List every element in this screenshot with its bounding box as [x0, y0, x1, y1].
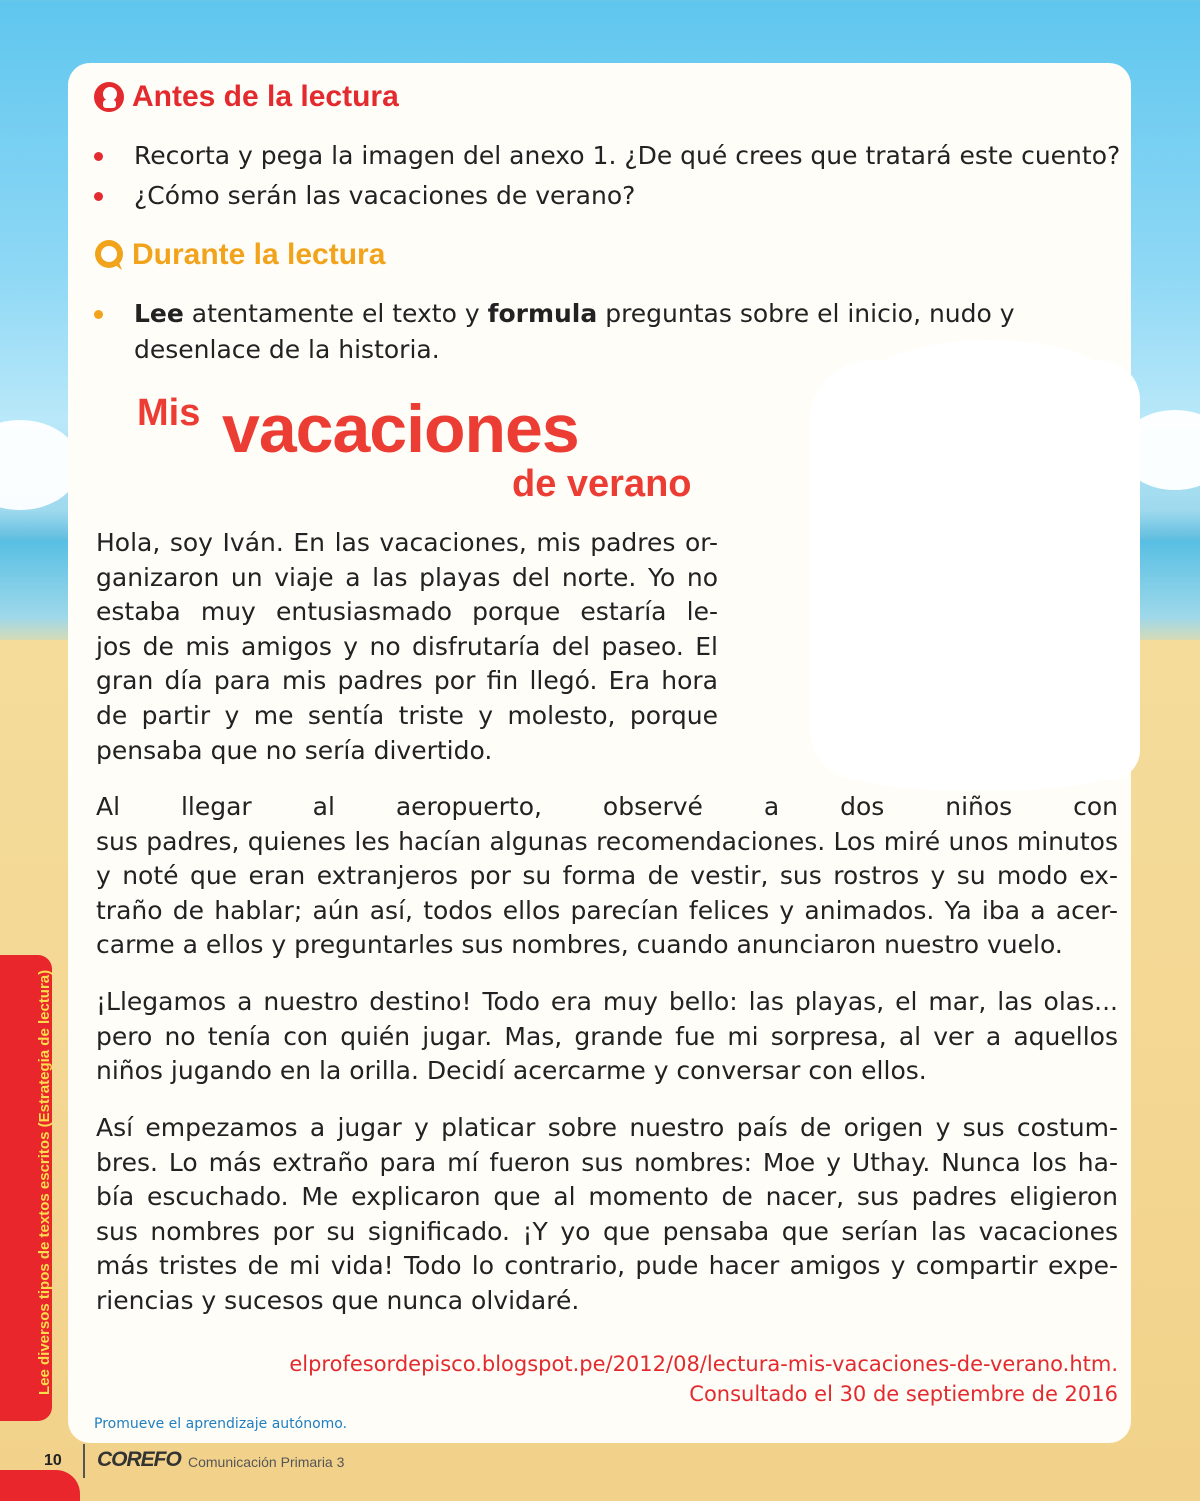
speech-bubble-icon: [92, 238, 126, 272]
story-line: sus padres, quienes les hacían algunas recomendaciones. Los miré unos minutos: [96, 826, 1118, 856]
story-line: carme a ellos y preguntarles sus nombres, cuando anunciaron nuestro vuelo.: [96, 930, 1063, 960]
story-line: ¡Llegamos a nuestro destino! Todo era muy bello: las playas, el mar, las olas...: [96, 987, 1118, 1016]
story-paragraph-3: [96, 985, 1118, 1089]
course-name: Comunicación Primaria 3: [188, 1454, 345, 1470]
image-placeholder-cloud-top: [870, 340, 1110, 420]
during-reading-heading: Durante la lectura: [92, 238, 385, 272]
story-line: Hola, soy Iván. En las vacaciones, mis padres or-: [96, 528, 718, 557]
image-placeholder-cloud: [810, 360, 1140, 780]
story-paragraph-2: [96, 790, 1118, 963]
story-line: riencias y sucesos que nunca olvidaré.: [96, 1285, 580, 1315]
story-paragraph-4: [96, 1111, 1118, 1319]
story-line: más tristes de mi vida! Todo lo contrario, pude hacer amigos y compartir expe-: [96, 1251, 1118, 1281]
side-tab-label: Lee diversos tipos de textos escritos (Estrategia de lectura): [36, 969, 53, 1395]
bullet-icon: [94, 152, 103, 161]
image-placeholder-cloud-bottom: [830, 720, 1130, 790]
story-line: estaba muy entusiasmado porque estaría le-: [96, 597, 718, 627]
side-tab: [0, 955, 52, 1421]
before-reading-heading: Antes de la lectura: [92, 80, 399, 114]
source-consulted: Consultado el 30 de septiembre de 2016: [689, 1382, 1118, 1406]
story-line: bía escuchado. Me explicaron que al momento de nacer, sus padres eligieron: [96, 1182, 1118, 1212]
page-number: 10: [44, 1452, 62, 1469]
story-line: gran día para mis padres por fin llegó. Era hora: [96, 666, 718, 696]
story-line: y noté que eran extranjeros por su forma de vestir, sus rostros y su modo ex-: [96, 861, 1118, 891]
bullet-icon: [94, 310, 103, 319]
story-line: pero no tenía con quién jugar. Mas, grande fue mi sorpresa, al ver a aquellos: [96, 1021, 1118, 1051]
bullet-icon: [94, 192, 103, 201]
reading-head-icon: [92, 80, 126, 114]
story-line: pensaba que no sería divertido.: [96, 735, 493, 765]
story-line: Al llegar al aeropuerto, observé a dos niños con: [96, 792, 1118, 821]
promo-text: Promueve el aprendizaje autónomo.: [94, 1416, 348, 1432]
story-line: sus nombres por su significado. ¡Y yo que pensaba que serían las vacaciones: [96, 1216, 1118, 1246]
source-url[interactable]: elprofesordepisco.blogspot.pe/2012/08/lectura-mis-vacaciones-de-verano.htm.: [289, 1352, 1118, 1376]
title-mis: Mis: [137, 392, 201, 434]
story-line: bres. Lo más extraño para mí fueron sus nombres: Moe y Uthay. Nunca los ha-: [96, 1147, 1118, 1177]
red-corner: [0, 1470, 80, 1501]
story-line: ganizaron un viaje a las playas del norte. Yo no: [96, 562, 718, 592]
story-line: jos de mis amigos y no disfrutaría del paseo. El: [96, 631, 718, 661]
corefo-logo: COREFO: [97, 1448, 181, 1471]
footer-divider: [83, 1444, 85, 1478]
title-main: vacaciones: [222, 391, 579, 467]
story-line: de partir y me sentía triste y molesto, porque: [96, 700, 718, 730]
story-line: Así empezamos a jugar y platicar sobre nuestro país de origen y sus costum-: [96, 1113, 1118, 1142]
title-sub: de verano: [512, 463, 692, 505]
story-line: traño de hablar; aún así, todos ellos parecían felices y animados. Ya iba a acer-: [96, 895, 1118, 925]
story-line: niños jugando en la orilla. Decidí acercarme y conversar con ellos.: [96, 1056, 927, 1086]
story-paragraph-1: [96, 526, 718, 768]
